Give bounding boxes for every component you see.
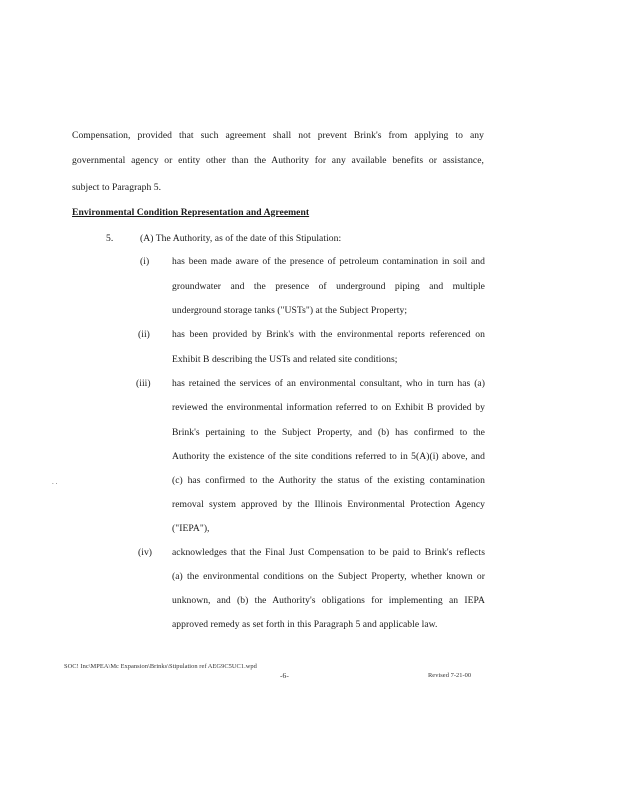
- footer-page-number: -6-: [280, 671, 289, 680]
- intro-line-3: subject to Paragraph 5.: [72, 182, 162, 193]
- item-iii-line-2: reviewed the environmental information referred to on Exhibit B provided by: [172, 402, 485, 413]
- item-i-line-2: groundwater and the presence of underground piping and multiple: [172, 281, 485, 292]
- item-iii-line-7: ("IEPA"),: [172, 523, 210, 534]
- item-label-ii: (ii): [138, 329, 150, 340]
- item-iv-line-1: acknowledges that the Final Just Compensation to be paid to Brink's reflects: [172, 547, 485, 558]
- item-i-line-1: has been made aware of the presence of petroleum contamination in soil and: [172, 256, 485, 267]
- item-label-iv: (iv): [138, 547, 153, 558]
- item-iv-line-4: approved remedy as set forth in this Paragraph 5 and applicable law.: [172, 619, 438, 630]
- item-iv-line-2: (a) the environmental conditions on the Subject Property, whether known or: [172, 571, 485, 582]
- item-iii-line-4: Authority the existence of the site conditions referred to in 5(A)(i) above, and: [172, 451, 485, 462]
- item-iii-line-6: removal system approved by the Illinois Environmental Protection Agency: [172, 499, 485, 510]
- section-heading: Environmental Condition Representation and Agreement: [72, 207, 310, 218]
- footer-revised: Revised 7-21-00: [428, 672, 472, 679]
- item-label-i: (i): [140, 256, 150, 267]
- intro-line-2: governmental agency or entity other than the Authority for any available benefits or assistance,: [72, 155, 484, 166]
- intro-line-1: Compensation, provided that such agreement shall not prevent Brink's from applying to any: [72, 130, 484, 141]
- para-number: 5.: [106, 233, 114, 244]
- item-iii-line-3: Brink's pertaining to the Subject Property, and (b) has confirmed to the: [172, 427, 485, 438]
- item-ii-line-2: Exhibit B describing the USTs and related site conditions;: [172, 354, 398, 365]
- item-iv-line-3: unknown, and (b) the Authority's obligations for implementing an IEPA: [172, 595, 485, 606]
- item-iii-line-5: (c) has confirmed to the Authority the status of the existing contamination: [172, 475, 485, 486]
- item-label-iii: (iii): [136, 378, 151, 389]
- para-intro: (A) The Authority, as of the date of this Stipulation:: [140, 233, 342, 244]
- item-ii-line-1: has been provided by Brink's with the environmental reports referenced on: [172, 329, 485, 340]
- item-iii-line-1: has retained the services of an environmental consultant, who in turn has (a): [172, 378, 485, 389]
- stray-mark: . .: [52, 478, 58, 486]
- footer-file-path: SOC! Inc\MPEA\Mc Expansion\Brinks\Stipulation ref AEG9C5UC1.wpd: [64, 663, 257, 670]
- item-i-line-3: underground storage tanks ("USTs") at the Subject Property;: [172, 305, 408, 316]
